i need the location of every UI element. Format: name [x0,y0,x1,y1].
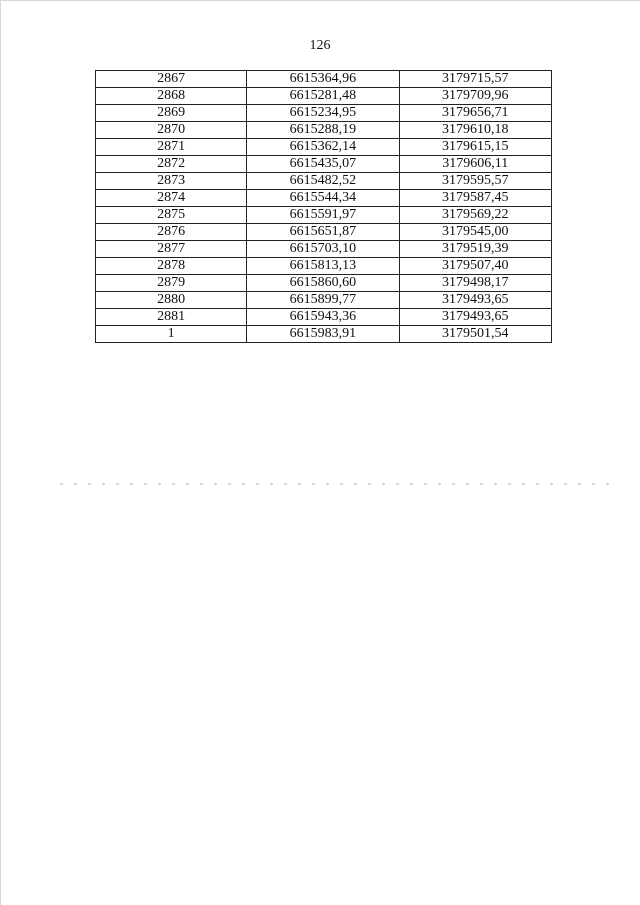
table-row [96,292,552,309]
point-number-cell: 2871 [96,139,247,156]
y-coordinate-cell: 3179656,71 [399,105,551,122]
table-row [96,156,552,173]
coordinates-table [95,70,552,343]
y-coordinate-cell: 3179587,45 [399,190,551,207]
table-row [96,309,552,326]
point-number-cell: 2874 [96,190,247,207]
table-row [96,241,552,258]
point-number-cell: 2875 [96,207,247,224]
x-coordinate-cell: 6615288,19 [247,122,399,139]
table-row [96,190,552,207]
x-coordinate-cell: 6615591,97 [247,207,399,224]
point-number-cell: 1 [96,326,247,343]
page-number: 126 [309,38,331,53]
point-number-cell: 2881 [96,309,247,326]
y-coordinate-cell: 3179610,18 [399,122,551,139]
table-row [96,224,552,241]
x-coordinate-cell: 6615651,87 [247,224,399,241]
x-coordinate-cell: 6615364,96 [247,71,399,88]
point-number-cell: 2869 [96,105,247,122]
point-number-cell: 2877 [96,241,247,258]
x-coordinate-cell: 6615899,77 [247,292,399,309]
x-coordinate-cell: 6615362,14 [247,139,399,156]
y-coordinate-cell: 3179493,65 [399,292,551,309]
y-coordinate-cell: 3179507,40 [399,258,551,275]
table-row [96,275,552,292]
y-coordinate-cell: 3179606,11 [399,156,551,173]
table-row [96,139,552,156]
coordinates-table-body [96,71,552,343]
x-coordinate-cell: 6615435,07 [247,156,399,173]
table-row [96,122,552,139]
point-number-cell: 2867 [96,71,247,88]
y-coordinate-cell: 3179498,17 [399,275,551,292]
table-row [96,258,552,275]
x-coordinate-cell: 6615234,95 [247,105,399,122]
x-coordinate-cell: 6615482,52 [247,173,399,190]
x-coordinate-cell: 6615813,13 [247,258,399,275]
x-coordinate-cell: 6615703,10 [247,241,399,258]
table-row [96,173,552,190]
point-number-cell: 2878 [96,258,247,275]
scan-artifact-line [60,483,620,485]
x-coordinate-cell: 6615983,91 [247,326,399,343]
point-number-cell: 2879 [96,275,247,292]
point-number-cell: 2873 [96,173,247,190]
x-coordinate-cell: 6615281,48 [247,88,399,105]
page-left-edge [0,0,1,905]
table-row [96,71,552,88]
y-coordinate-cell: 3179715,57 [399,71,551,88]
point-number-cell: 2876 [96,224,247,241]
table-row [96,207,552,224]
x-coordinate-cell: 6615943,36 [247,309,399,326]
y-coordinate-cell: 3179545,00 [399,224,551,241]
y-coordinate-cell: 3179519,39 [399,241,551,258]
table-row [96,326,552,343]
x-coordinate-cell: 6615860,60 [247,275,399,292]
table-row [96,88,552,105]
y-coordinate-cell: 3179709,96 [399,88,551,105]
point-number-cell: 2870 [96,122,247,139]
y-coordinate-cell: 3179595,57 [399,173,551,190]
table-row [96,105,552,122]
x-coordinate-cell: 6615544,34 [247,190,399,207]
point-number-cell: 2872 [96,156,247,173]
y-coordinate-cell: 3179615,15 [399,139,551,156]
point-number-cell: 2868 [96,88,247,105]
y-coordinate-cell: 3179569,22 [399,207,551,224]
page-top-edge [0,0,640,1]
y-coordinate-cell: 3179501,54 [399,326,551,343]
point-number-cell: 2880 [96,292,247,309]
y-coordinate-cell: 3179493,65 [399,309,551,326]
